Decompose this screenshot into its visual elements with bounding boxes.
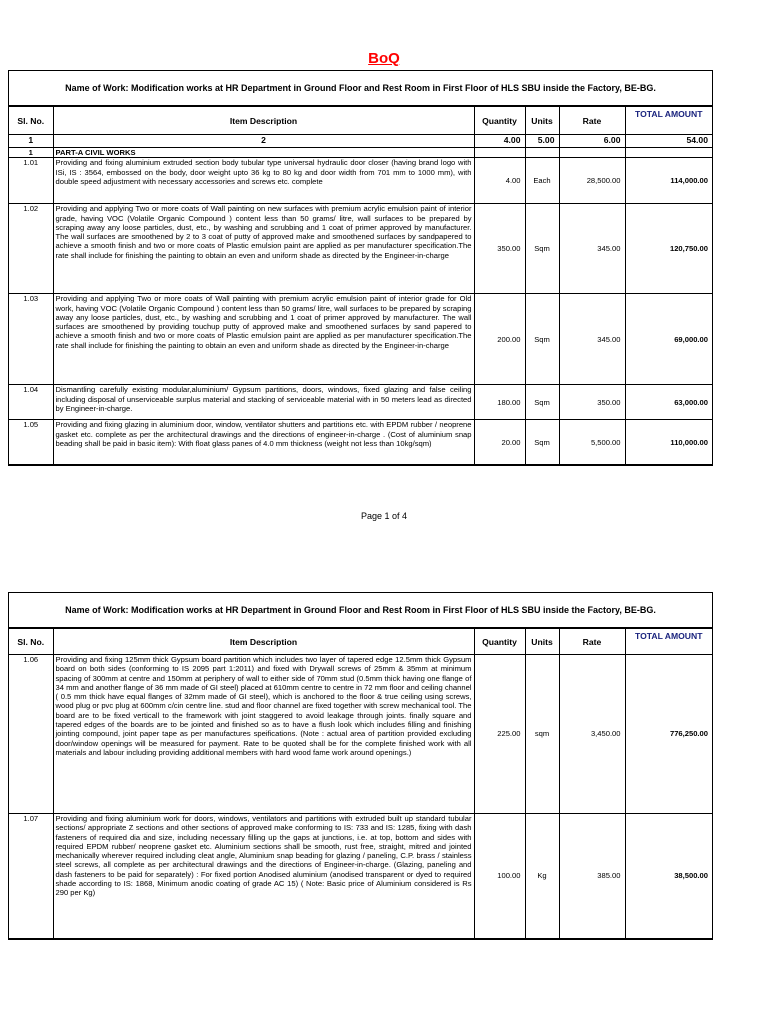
- header-item-description: Item Description: [53, 107, 474, 135]
- index-sl: 1: [9, 135, 53, 148]
- item-description: Providing and fixing 125mm thick Gypsum board partition which includes two layer of tapered edge 12.5mm thick Gypsum board on both sides (conforming to IS 2095 part 1:2011) and fixed with Drywall screws of 25mm & 35mm at minimum spacing of 300mm at centre and 150mm at periphery of wall to either side of 70mm stud (0.5mm thick having one flange of 34 mm and another flange of 36 mm made of GI steel) placed at 610mm centre to centre in 72 mm floor and ceiling channel ( 0.5 mm thick have equal flanges of 32mm made of GI steel), which is anchored to the floor & true ceiling using screws, wood plug or pvc plug at 600mm c/cin centre line. stud and floor channel are fixed together with screw mechanical tool. The board are to be fixed verticall to the framework with joint staggered to avoid leakage through joints. finally square and tapered edges of the boards are to be jointed and finished so as to have a flush look which includes filling and finishing jointing compound, joint paper tape as per manufactures speifications. (Note : actual area of partition provided excluding door/window openings will be measured for payment. Rate to be quoted shall be for the complete finished work with all materials and labour including providing additional members with hard wood fame work around openings.): [53, 655, 474, 814]
- item-quantity: 100.00: [474, 814, 525, 939]
- name-of-work: Name of Work: Modification works at HR Department in Ground Floor and Rest Room in First Floor of HLS SBU inside the Factory, BE-BG.: [9, 71, 712, 106]
- item-units: Kg: [525, 814, 559, 939]
- item-rate: 28,500.00: [559, 158, 625, 204]
- item-description: Providing and applying Two or more coats of Wall painting on new surfaces with premium acrylic emulsion paint of interior grade, having VOC (Volatile Organic Compound ) content less than 50 grams/ litre, wall surfaces to be prepared by scraping away any loose particles, dust, etc., by washing and scrubbing and 1 coat of primer approved by manufacturer. The wall surfaces are smoothened by 2 to 3 coat of putty of approved make and smoothened surfaces by sandpapered to achieve a smooth finish and two or more coats of Plastic emulsion paint are applied as per manufacturer specification.The rate shall include for finishing the painting to obtain an even and uniform shade as directed by the Engineer-in-charge: [53, 204, 474, 294]
- header-units: Units: [525, 629, 559, 655]
- item-quantity: 20.00: [474, 420, 525, 465]
- item-rate: 350.00: [559, 385, 625, 420]
- index-qty: 4.00: [474, 135, 525, 148]
- item-amount: 776,250.00: [625, 655, 712, 814]
- section-sl: 1: [9, 148, 53, 158]
- item-quantity: 200.00: [474, 294, 525, 385]
- item-rate: 345.00: [559, 204, 625, 294]
- table-row: [9, 420, 712, 465]
- item-sl: 1.06: [9, 655, 53, 814]
- table-row: [9, 294, 712, 385]
- item-units: Sqm: [525, 385, 559, 420]
- boq-table-page-2: [8, 592, 713, 940]
- item-amount: 110,000.00: [625, 420, 712, 465]
- table-row: [9, 385, 712, 420]
- item-quantity: 4.00: [474, 158, 525, 204]
- item-amount: 63,000.00: [625, 385, 712, 420]
- table-row: [9, 158, 712, 204]
- item-sl: 1.07: [9, 814, 53, 939]
- table-row: [9, 655, 712, 814]
- item-units: sqm: [525, 655, 559, 814]
- item-quantity: 180.00: [474, 385, 525, 420]
- item-units: Sqm: [525, 420, 559, 465]
- item-sl: 1.03: [9, 294, 53, 385]
- item-rate: 5,500.00: [559, 420, 625, 465]
- item-amount: 38,500.00: [625, 814, 712, 939]
- header-sl-no: Sl. No.: [9, 629, 53, 655]
- item-rate: 385.00: [559, 814, 625, 939]
- item-description: Providing and fixing glazing in aluminium door, window, ventilator shutters and partitions etc. with EPDM rubber / neoprene gasket etc. complete as per the architectural drawings and the directions of engineer-in-charge . (Cost of aluminium snap beading shall be paid in basic item): With float glass panes of 4.0 mm thickness (weight not less than 10kg/sqm): [53, 420, 474, 465]
- item-amount: 69,000.00: [625, 294, 712, 385]
- item-rate: 3,450.00: [559, 655, 625, 814]
- header-row: [9, 107, 712, 135]
- index-amount: 54.00: [625, 135, 712, 148]
- boq-table-page-1: [8, 70, 713, 466]
- header-rate: Rate: [559, 629, 625, 655]
- page-footer: Page 1 of 4: [360, 511, 408, 521]
- header-rate: Rate: [559, 107, 625, 135]
- item-sl: 1.05: [9, 420, 53, 465]
- header-quantity: Quantity: [474, 629, 525, 655]
- item-sl: 1.04: [9, 385, 53, 420]
- table-row: [9, 814, 712, 939]
- item-quantity: 225.00: [474, 655, 525, 814]
- item-sl: 1.01: [9, 158, 53, 204]
- header-units: Units: [525, 107, 559, 135]
- index-desc: 2: [53, 135, 474, 148]
- item-description: Dismantling carefully existing modular,aluminium/ Gypsum partitions, doors, windows, fixed glazing and false ceiling including disposal of unserviceable surplus material and stacking of serviceable material with in 50 meters lead as directed by Engineer-in-charge.: [53, 385, 474, 420]
- item-description: Providing and fixing aluminium extruded section body tubular type universal hydraulic door closer (having brand logo with ISi, IS : 3564, embossed on the body, door weight upto 36 kg to 80 kg and door width from 701 mm to 1000 mm), with double speed adjustment with necessary accessories and screws etc. complete: [53, 158, 474, 204]
- item-description: Providing and applying Two or more coats of Wall painting with premium acrylic emulsion paint of interior grade for Old work, having VOC (Volatile Organic Compound ) content less than 50 grams/ litre, wall surfaces to be prepared by scraping away any loose particles, dust, etc., by washing and scrubbing and 1 coat of primer approved by manufacturer. The wall surfaces are smoothened by providing touchup putty of approved make and smoothened surfaces by sand papered to achieve a smooth finish and two or more coats of Plastic emulsion paint are applied as per manufacturer specification.The rate shall include for finishing the painting to obtain an even and uniform shade as directed by the Engineer-in-charge: [53, 294, 474, 385]
- item-rate: 345.00: [559, 294, 625, 385]
- header-total-amount: TOTAL AMOUNT: [625, 629, 712, 655]
- table-row: [9, 204, 712, 294]
- name-of-work: Name of Work: Modification works at HR Department in Ground Floor and Rest Room in First Floor of HLS SBU inside the Factory, BE-BG.: [9, 593, 712, 628]
- index-units: 5.00: [525, 135, 559, 148]
- header-row: [9, 629, 712, 655]
- item-amount: 120,750.00: [625, 204, 712, 294]
- header-sl-no: Sl. No.: [9, 107, 53, 135]
- item-description: Providing and fixing aluminium work for doors, windows, ventilators and partitions with extruded built up standard tubular sections/ appropriate Z sections and other sections of approved make conforming to IS: 733 and IS: 1285, fixing with dash fasteners of required dia and size, including necessary filling up the gaps at junctions, i.e. at top, bottom and sides with required EPDM rubber/ neoprene gasket etc. Aluminium sections shall be smooth, rust free, straight, mitred and jointed mechanically wherever required including cleat angle, Aluminium snap beading for glazing / paneling, C.P. brass / stainless steel screws, all complete as per architectural drawings and the directions of Engineer-in-charge. (Glazing, paneling and dash fasteners to be paid for separately) : For fixed portion Anodised aluminium (anodised transparent or dyed to required shade according to IS: 1868, Minimum anodic coating of grade AC 15) ( Note: Basic price of Aluminium considered is Rs 290 per Kg): [53, 814, 474, 939]
- item-sl: 1.02: [9, 204, 53, 294]
- section-row: [9, 148, 712, 158]
- header-quantity: Quantity: [474, 107, 525, 135]
- document-title: BoQ: [368, 50, 400, 67]
- section-title: PART-A CIVIL WORKS: [53, 148, 474, 158]
- item-quantity: 350.00: [474, 204, 525, 294]
- item-amount: 114,000.00: [625, 158, 712, 204]
- item-units: Sqm: [525, 204, 559, 294]
- header-item-description: Item Description: [53, 629, 474, 655]
- header-total-amount: TOTAL AMOUNT: [625, 107, 712, 135]
- item-units: Each: [525, 158, 559, 204]
- item-units: Sqm: [525, 294, 559, 385]
- column-index-row: [9, 135, 712, 148]
- index-rate: 6.00: [559, 135, 625, 148]
